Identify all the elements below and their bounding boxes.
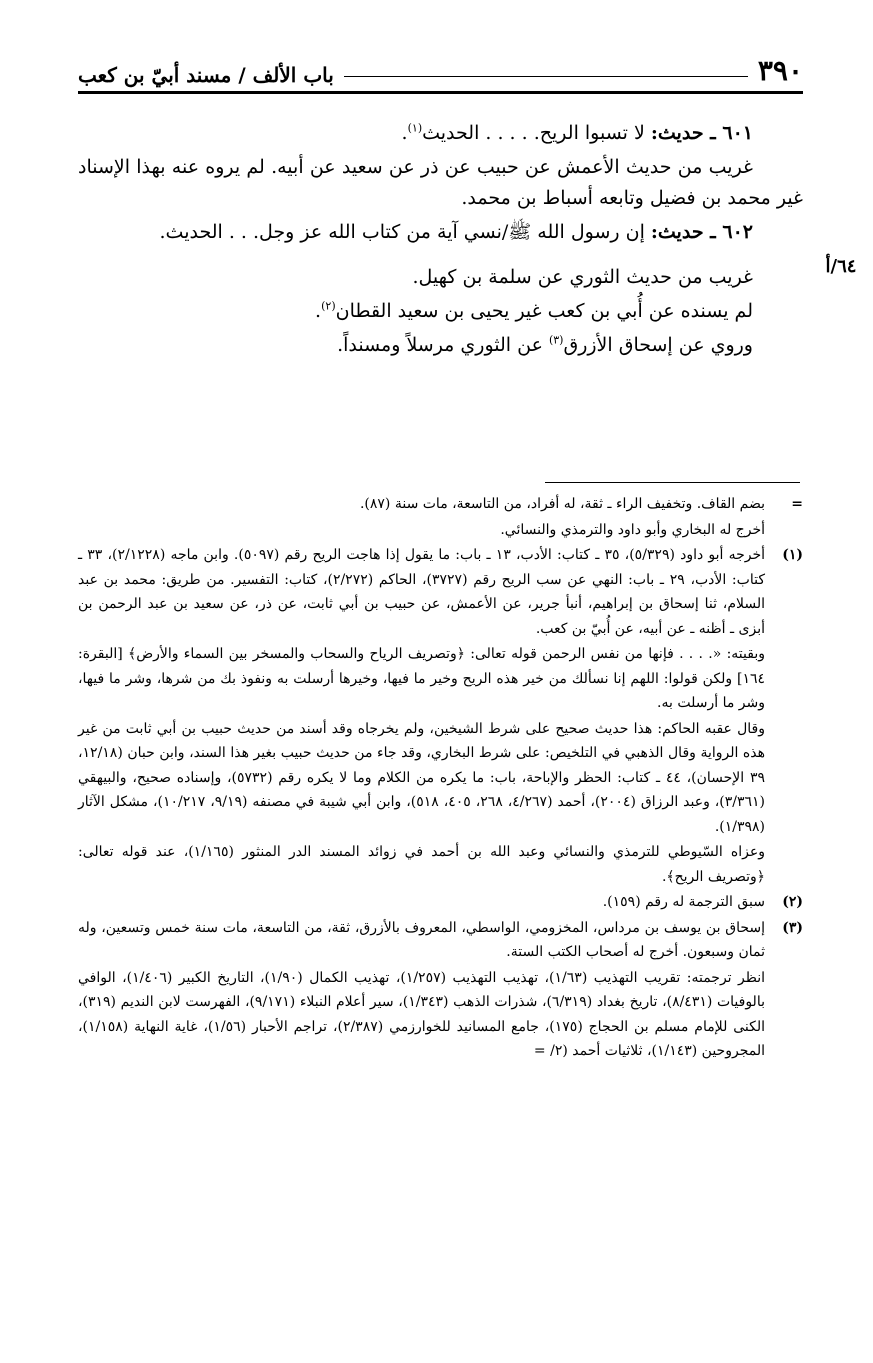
footnote-paragraph: بضم القاف. وتخفيف الراء ـ ثقة، له أفراد، من التاسعة، مات سنة (٨٧).	[359, 496, 765, 512]
footnote-3	[78, 916, 803, 1065]
footnote-marker: (٢)	[782, 894, 803, 910]
footnote-marker: (١)	[782, 547, 803, 563]
footnote-ref-3: (٣)	[548, 334, 564, 348]
commentary-602-3	[78, 330, 803, 360]
commentary-602-2-text: لم يسنده عن أُبي بن كعب غير يحيى بن سعيد القطان	[335, 299, 753, 322]
footnote-marker: (٣)	[782, 919, 803, 936]
footnote-1	[78, 543, 803, 890]
hadith-601-label: ٦٠١ ـ حديث:	[650, 122, 753, 144]
commentary-602-2-end: .	[315, 299, 322, 322]
footnote-paragraph: وقال عقبه الحاكم: هذا حديث صحيح على شرط الشيخين، ولم يخرجاه وقد أسند من حديث حبيب بن أبي ثابت من غير هذه الرواية وقال الذهبي في التلخيص: على شرط البخاري، وقد جاء من حديث حبيب بغير هذا السند، وابن حبان (١٢/١٨، ٣٩ الإحسان)، ٤٤ ـ كتاب: الحظر والإباحة، باب: ما يكره من الكلام وما لا يكره رقم (٥٧٣٢)، وإسناده صحيح، والبيهقي (٣/٣٦١)، وعبد الرزاق (٢٠٠٤)، أحمد (٤/٢٦٧، ٢٦٨، ٤٠٥، ٥١٨)، وابن أبي شيبة في مصنفه (٩/١٩، ١٠/٢١٧)، مشكل الآثار (١/٣٩٨).	[78, 720, 766, 835]
commentary-602-3-after: عن الثوري مرسلاً ومسنداً.	[337, 334, 549, 357]
footnote-body	[78, 916, 765, 1065]
hadith-601-end: .	[401, 122, 408, 144]
footnote-paragraph: أخرجه أبو داود (٥/٣٢٩)، ٣٥ ـ كتاب: الأدب، ١٣ ـ باب: ما يقول إذا هاجت الريح رقم (٥٠٩٧). وابن ماجه (٢/١٢٢٨)، ٣٣ ـ كتاب: الأدب، ٢٩ ـ باب: النهي عن سب الريح رقم (٣٧٢٧)، الحاكم (٢/٢٧٢)، كتاب: التفسير. من طريق: محمد بن عبد السلام، ثنا إسحاق بن إبراهيم، أنبأ جرير، عن الأعمش، عن حبيب بن أبي ثابت، عن ذر، عن سعيد بن عبد الرحمن بن أبزى ـ أظنه ـ عن أبيه، عن أُبيّ بن كعب.	[78, 547, 765, 637]
footnote-body	[78, 492, 765, 543]
commentary-602-2	[78, 296, 803, 326]
footnote-paragraph: إسحاق بن يوسف بن مرداس، المخزومي، الواسطي، المعروف بالأزرق، ثقة، من التاسعة، مات سنة خمس وتسعين، وله ثمان وسبعون. أخرج له أصحاب الكتب الستة.	[78, 919, 765, 960]
commentary-601: غريب من حديث الأعمش عن حبيب عن ذر عن سعيد عن أبيه. لم يروه عنه بهذا الإسناد غير محمد بن فضيل وتابعه أسباط بن محمد.	[78, 156, 803, 209]
footnote-ref-1: (١)	[407, 121, 423, 135]
hadith-601-text: لا تسبوا الريح. . . . . الحديث	[422, 122, 651, 144]
hadith-602	[78, 217, 803, 247]
footnote-paragraph: أخرج له البخاري وأبو داود والترمذي والنسائي.	[500, 521, 765, 538]
footnote-ref-2: (٢)	[321, 299, 336, 313]
header-rule	[344, 76, 748, 77]
footnotes	[78, 492, 803, 1065]
footnote-marker: =	[791, 496, 803, 512]
footnote-continuation	[78, 492, 803, 543]
footnote-2	[78, 890, 803, 916]
manuscript-folio-note: ٦٤/أ	[825, 256, 857, 277]
page-header	[78, 50, 803, 94]
footnote-separator	[545, 482, 800, 483]
main-text	[78, 118, 803, 365]
footnote-paragraph: انظر ترجمته: تقريب التهذيب (١/٦٣)، تهذيب التهذيب (١/٢٥٧)، تهذيب الكمال (١/٩٠)، التاريخ الكبير (١/٤٠٦)، الوافي بالوفيات (٨/٤٣١)، تاريخ بغداد (٦/٣١٩)، شذرات الذهب (١/٣٤٣)، سير أعلام النبلاء (٩/١٧١)، الفهرست لابن النديم (٣١٩)، الكنى للإمام مسلم بن الحجاج (١٧٥)، جامع المسانيد للخوارزمي (٢/٣٨٧)، تراجم الأحبار (١/٥٦)، غاية النهاية (١/١٥٨)، المجروحين (١/١٤٣)، ثلاثيات أحمد (٢/ =	[78, 969, 765, 1059]
page-number: ٣٩٠	[757, 54, 803, 87]
footnote-paragraph: وبقيته: «. . . . فإنها من نفس الرحمن قوله تعالى: ﴿وتصريف الرياح والسحاب والمسخر بين السماء والأرض﴾ [البقرة: ١٦٤] ولكن قولوا: اللهم إنا نسألك من خير هذه الريح وخير ما فيها، وخيرها أرسلت به ونفوذ بك من شرها، وشر ما فيها، وشر ما أرسلت به.	[78, 646, 765, 711]
hadith-601	[78, 118, 803, 148]
running-title: باب الألف / مسند أبيّ بن كعب	[78, 63, 334, 87]
commentary-602-3-before: وروي عن إسحاق الأزرق	[563, 334, 753, 357]
footnote-paragraph: وعزاه السّيوطي للترمذي والنسائي وعبد الله بن أحمد في زوائد المسند الدر المنثور (١/١٦٥)، عند قوله تعالى: ﴿وتصريف الريح﴾.	[78, 844, 765, 885]
footnote-body	[78, 890, 765, 916]
hadith-602-label: ٦٠٢ ـ حديث:	[650, 221, 753, 244]
commentary-602-1: غريب من حديث الثوري عن سلمة بن كهيل.	[412, 265, 753, 288]
footnote-paragraph: سبق الترجمة له رقم (١٥٩).	[602, 894, 765, 910]
hadith-602-text: إن رسول الله ﷺ/نسي آية من كتاب الله عز وجل. . . الحديث.	[159, 221, 651, 244]
footnote-body	[78, 543, 765, 890]
